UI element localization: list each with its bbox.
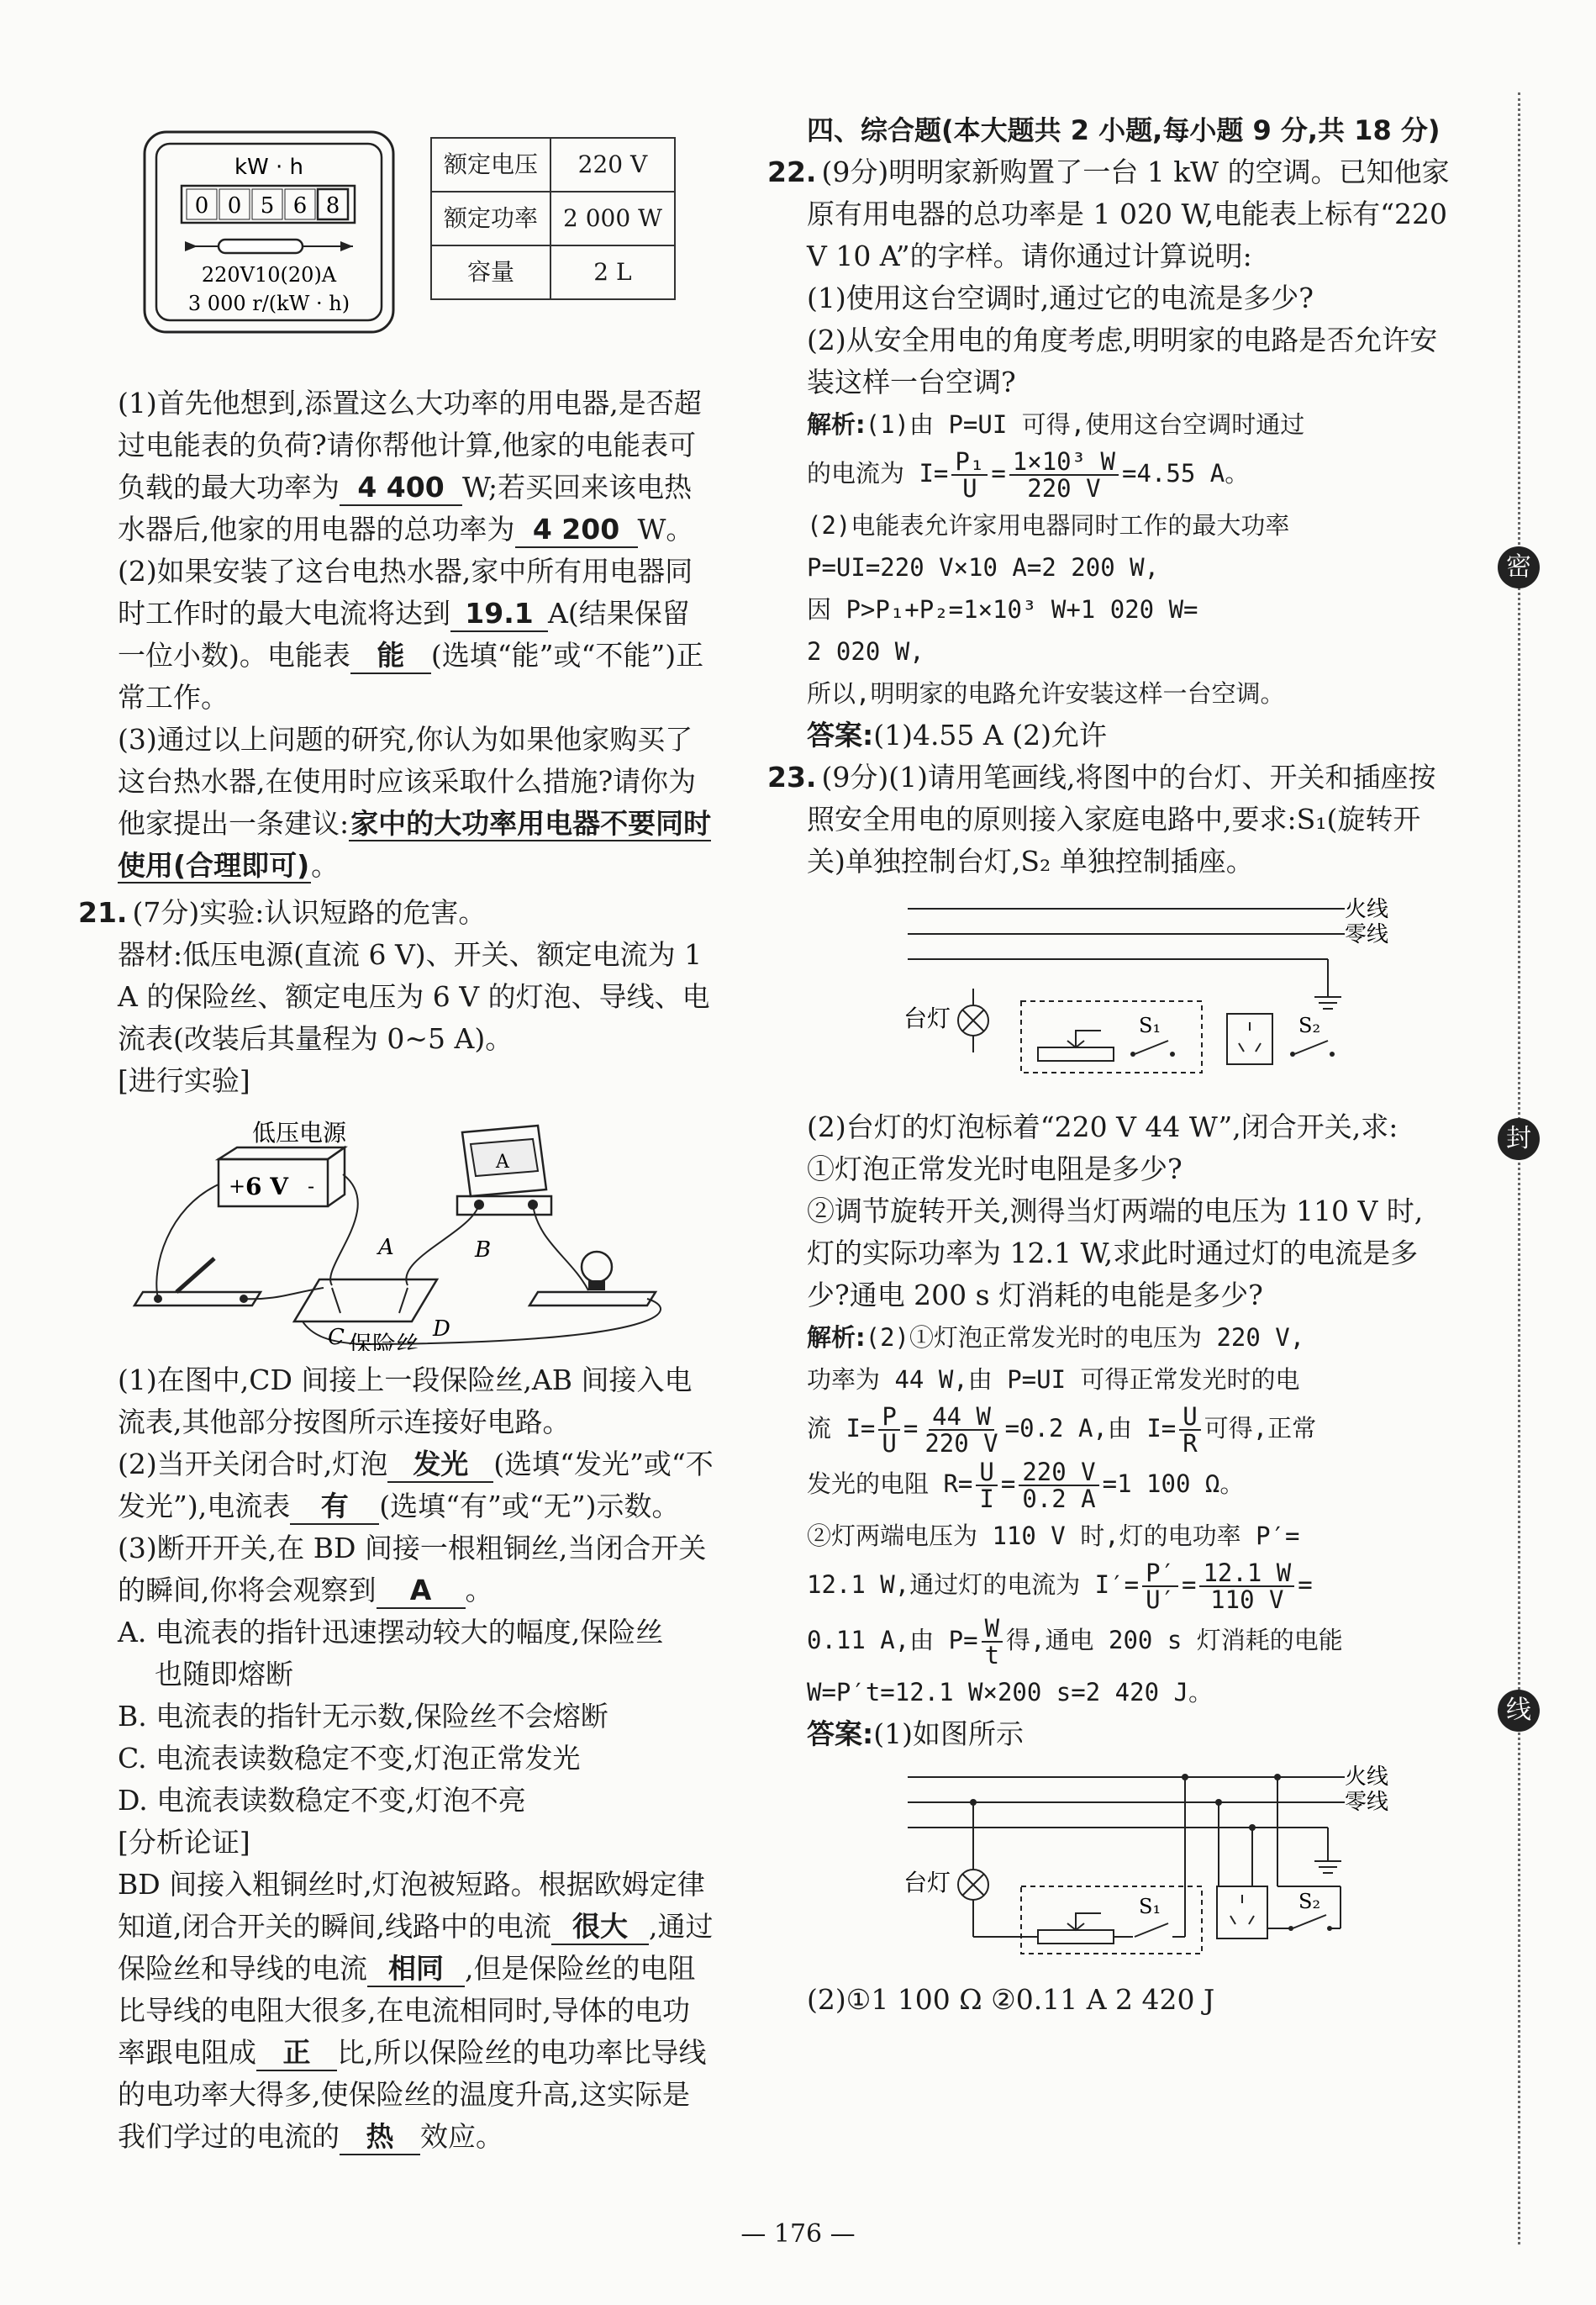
seal-xian: 线 (1498, 1690, 1540, 1732)
answer-blank: A (377, 1574, 466, 1609)
answer-blank: 相同 (367, 1952, 465, 1987)
ammeter-label: A (496, 1152, 509, 1173)
q20-p2-text-c: (选填“能”或“不能”)正常工作。 (118, 639, 704, 714)
q21-option-d: D. 电流表读数稳定不变,灯泡不亮 (118, 1784, 526, 1817)
meter-digit: 0 (227, 193, 242, 219)
q21-step3 (118, 1527, 716, 1611)
meter-digit: 8 (325, 193, 340, 219)
q23-stem-text: (9分)(1)请用笔画线,将图中的台灯、开关和插座按照安全用电的原则接入家庭电路中,要求:S₁(旋转开关)单独控制台灯,S₂ 单独控制插座。 (807, 761, 1436, 878)
spec-value: 2 000 W (550, 192, 675, 245)
fire-wire-label: 火线 (1345, 1764, 1389, 1790)
electricity-meter-figure (143, 130, 429, 357)
answer-label: 答案: (807, 719, 874, 752)
meter-rating: 220V10(20)A (201, 263, 337, 287)
fraction (921, 1404, 1001, 1456)
fraction (1009, 449, 1119, 501)
q22-solution-2e: 所以,明明家的电路允许安装这样一台空调。 (807, 679, 1285, 708)
desk-lamp-label: 台灯 (903, 1869, 951, 1896)
q21-s3-text: (3)断开开关,在 BD 间接一根粗铜丝,当闭合开关的瞬间,你将会观察到 (118, 1532, 707, 1606)
q23-solution-text-7b: 得,通电 200 s 灯消耗的电能 (1006, 1626, 1343, 1654)
q23-solution-4: 发光的电阻 R= $\frac{U}{I}$ = $\frac{220 V}{0.2 A}$ =1 100 Ω。 (807, 1458, 1245, 1513)
q23-answer-circuit-figure (807, 1760, 1450, 1970)
q23-solution-8: W=P′t=12.1 W×200 s=2 420 J。 (807, 1678, 1213, 1706)
q23-solution-2: 功率为 44 W,由 P=UI 可得正常发光时的电 (807, 1365, 1300, 1394)
numerator: 1×10³ W (1009, 449, 1119, 476)
solution-label: 解析: (807, 1323, 866, 1352)
denominator: 220 V (924, 1429, 998, 1458)
seal-mi: 密 (1498, 546, 1540, 588)
q20-p1-text-c: W。 (637, 513, 694, 546)
fuse-board-icon (294, 1279, 437, 1321)
answer-blank: 很大 (551, 1910, 649, 1945)
q20-p1-text: (1)首先他想到,添置这么大功率的用电器,是否超过电能表的负荷?请你帮他计算,他家的电能表可负载的最大功率为 (118, 387, 702, 504)
q22-solution-text-b: 的电流为 I (807, 459, 934, 488)
question-number: 22. (767, 156, 817, 188)
q22-answer (807, 715, 1450, 757)
spec-value: 220 V (550, 138, 675, 192)
q23-solution-text-6b: = (1298, 1570, 1313, 1599)
numerator: P (878, 1404, 899, 1431)
q23-solution-text-4a: 发光的电阻 R= (807, 1469, 973, 1498)
fraction (1179, 1404, 1200, 1456)
q23-question-circuit-svg (807, 888, 1450, 1098)
answer-blank: 发光 (387, 1448, 493, 1483)
q23-sub2-b: ②调节旋转开关,测得当灯两端的电压为 110 V 时,灯的实际功率为 12.1 W,求此时通过灯的电流是多少?通电 200 s 灯消耗的电能是多少? (807, 1195, 1424, 1311)
meter-digit: 5 (260, 193, 275, 219)
spec-label: 额定电压 (431, 138, 550, 192)
q21-intro-text: (7分)实验:认识短路的危害。 (132, 896, 487, 929)
q21-analysis-text: BD 间接入粗铜丝时,灯泡被短路。根据欧姆定律知道,闭合开关的瞬间,线路中的电流 (118, 1868, 705, 1943)
q22-answer-text: (1)4.55 A (2)允许 (873, 719, 1107, 752)
q23-solution-5: ②灯两端电压为 110 V 时,灯的电功率 P′= (807, 1522, 1300, 1550)
denominator: R (1183, 1429, 1198, 1458)
q20-p1-text-b: W;若买回来该电热水器后,他家的用电器的总功率为 (118, 471, 693, 546)
point-c-label: C (328, 1325, 345, 1350)
meter-constant: 3 000 r/(kW · h) (187, 292, 350, 315)
meter-digit: 0 (194, 193, 209, 219)
meter-and-spec-figure (118, 130, 716, 374)
lamp-icon (958, 989, 988, 1052)
numerator: U (976, 1459, 997, 1486)
q21-intro (78, 892, 716, 934)
zero-wire-label: 零线 (1345, 922, 1389, 947)
point-d-label: D (433, 1316, 450, 1342)
binding-dotted-line (1518, 92, 1520, 2244)
q23-stem (767, 757, 1450, 883)
denominator: 0.2 A (1022, 1485, 1096, 1513)
meter-disc-icon (185, 240, 353, 253)
denominator: U′ (1146, 1585, 1175, 1614)
table-row (431, 192, 675, 245)
ground-icon (1314, 1828, 1341, 1873)
q22-stem (767, 151, 1450, 277)
answer-blank: 4 200 (515, 513, 638, 548)
right-column (767, 109, 1450, 2021)
desk-lamp-label: 台灯 (903, 1005, 951, 1032)
supply-plus: + (229, 1174, 246, 1198)
q23-solution-text-3c: 可得,正常 (1204, 1414, 1317, 1443)
socket-icon (1227, 1014, 1272, 1064)
numerator: 44 W (929, 1404, 994, 1431)
numerator: P′ (1142, 1560, 1178, 1587)
meter-digits (182, 186, 355, 223)
denominator: I (979, 1485, 994, 1513)
socket-switch-icon (1290, 1041, 1335, 1057)
denominator: 220 V (1027, 474, 1101, 503)
numerator: 12.1 W (1199, 1560, 1294, 1587)
fraction (951, 449, 988, 501)
q20-p3-text: (3)通过以上问题的研究,你认为如果他家购买了这台热水器,在使用时应该采取什么措施?请你为他家提出一条建议: (118, 723, 697, 840)
meter-unit: kW · h (234, 155, 304, 180)
q22-solution-2b: P=UI=220 V×10 A=2 200 W, (807, 553, 1160, 582)
q21-step2 (118, 1443, 716, 1527)
q23-solution-text: (2)①灯泡正常发光时的电压为 220 V, (865, 1323, 1305, 1352)
zero-wire-label: 零线 (1345, 1790, 1389, 1815)
question-number: 21. (78, 896, 128, 929)
denominator: t (984, 1641, 1000, 1669)
seal-feng: 封 (1498, 1118, 1540, 1160)
q21-analysis-text-d: 比,所以保险丝的电功率比导线的电功率大得多,使保险丝的温度升高,这实际是我们学过的电流的 (118, 2036, 707, 2153)
q23-answer-circuit-svg (807, 1760, 1450, 1970)
q23-solution-text-6a: 12.1 W,通过灯的电流为 I′= (807, 1570, 1140, 1599)
q23-solution-text-3b: =0.2 A,由 I= (1004, 1414, 1177, 1443)
q23-solution-7 (807, 1616, 1450, 1668)
q22-solution-text: (1)由 P=UI 可得,使用这台空调时通过 (865, 410, 1305, 439)
q23-answer-2: (2)①1 100 Ω ②0.11 A 2 420 J (807, 1983, 1215, 2016)
answer-blank: 热 (340, 2120, 420, 2155)
numerator: P₁ (951, 449, 988, 476)
q21-analysis (118, 1864, 716, 2158)
q22-solution-2d: 2 020 W, (807, 637, 924, 666)
q22-solution-1b: 的电流为 I= $\frac{\text{P₁}}{U}$ = $\frac{\text{1×10³ W}}{220 V}$ =4.55 A。 (807, 447, 1250, 503)
q23-sub2-stem: (2)台灯的灯泡标着“220 V 44 W”,闭合开关,求: (807, 1110, 1398, 1143)
q21-analysis-heading: [分析论证] (118, 1826, 250, 1859)
power-source-label: 低压电源 (252, 1119, 347, 1147)
point-b-label: B (475, 1237, 492, 1263)
q21-equipment: 器材:低压电源(直流 6 V)、开关、额定电流为 1 A 的保险丝、额定电压为 6 V 的灯泡、导线、电流表(改装后其量程为 0~5 A)。 (118, 938, 710, 1055)
q21-analysis-text-b: ,通过保险丝和导线的电流 (118, 1910, 714, 1985)
fraction (1142, 1560, 1178, 1612)
q23-solution-text-7a: 0.11 A,由 P= (807, 1626, 978, 1654)
q23-solution-1 (807, 1316, 1450, 1358)
q21-s2-text-b: (选填“发光”或“不发光”),电流表 (118, 1448, 714, 1522)
q21-option-b: B. 电流表的指针无示数,保险丝不会熔断 (118, 1700, 608, 1733)
fire-wire-label: 火线 (1345, 897, 1389, 922)
lamp-icon (958, 1802, 1038, 1937)
fuse-label: 保险丝 (349, 1331, 420, 1351)
q20-part1 (118, 382, 716, 551)
q22-sub2: (2)从安全用电的角度考虑,明明家的电路是否允许安装这样一台空调? (807, 324, 1438, 398)
switch-s1-label: S₁ (1139, 1895, 1161, 1918)
answer-blank: 家中的大功率用电器不要同时使用(合理即可) (118, 807, 712, 882)
q21-analysis-text-c: ,但是保险丝的电阻比导线的电阻大很多,在电流相同时,导体的电功率跟电阻成 (118, 1952, 696, 2069)
q21-s3-text-c: 。 (465, 1574, 493, 1606)
meter-digit: 6 (292, 193, 308, 219)
heater-spec-table (430, 137, 676, 300)
section-four-heading: 四、综合题(本大题共 2 小题,每小题 9 分,共 18 分) (807, 114, 1441, 146)
answer-blank: 4 400 (340, 471, 462, 506)
q22-stem-text: (9分)明明家新购置了一台 1 kW 的空调。已知他家原有用电器的总功率是 1 020 W,电能表上标有“220 V 10 A”的字样。请你通过计算说明: (807, 156, 1450, 272)
q23-solution-6: 12.1 W,通过灯的电流为 I′= $\frac{P'}{U'}$ = $\frac{12.1 W}{110 V}$ = (807, 1559, 1313, 1614)
q21-s2-text: (2)当开关闭合时,灯泡 (118, 1448, 388, 1480)
q23-solution-text-4b: =1 100 Ω。 (1102, 1469, 1245, 1498)
spec-label: 容量 (431, 245, 550, 299)
experiment-circuit-svg (118, 1107, 716, 1351)
q23-question-circuit-figure (807, 888, 1450, 1098)
q23-solution-3: 流 I= $\frac{P}{U}$ = $\frac{44 W}{220 V}$ =0.2 A,由 I= $\frac{U}{R}$ 可得,正常 (807, 1402, 1317, 1458)
q20-part2 (118, 551, 716, 719)
denominator: U (962, 474, 977, 503)
spec-label: 额定功率 (431, 192, 550, 245)
switch-s1-label: S₁ (1139, 1014, 1161, 1037)
q23-answer-1 (807, 1713, 1450, 1755)
fraction (1019, 1459, 1098, 1511)
q21-option-a-cont: 也随即熔断 (155, 1658, 293, 1691)
table-row (431, 138, 675, 192)
solution-label: 解析: (807, 410, 866, 439)
q20-p3-text-c: 。 (311, 849, 340, 882)
q21-option-c: C. 电流表读数稳定不变,灯泡正常发光 (118, 1742, 581, 1775)
q23-answer-text: (1)如图所示 (873, 1717, 1024, 1750)
answer-blank: 19.1 (450, 597, 548, 632)
q22-solution-1 (807, 404, 1450, 446)
bulb-icon (529, 1252, 656, 1305)
point-a-label: A (378, 1235, 394, 1260)
left-column (78, 109, 716, 2158)
denominator: 110 V (1210, 1585, 1284, 1614)
spec-value: 2 L (550, 245, 675, 299)
q22-sub1: (1)使用这台空调时,通过它的电流是多少? (807, 282, 1314, 314)
ground-icon (1314, 959, 1341, 1009)
switch-s2-label: S₂ (1298, 1014, 1321, 1037)
q21-step1: (1)在图中,CD 间接上一段保险丝,AB 间接入电流表,其他部分按图所示连接好电路。 (118, 1363, 693, 1438)
numerator: 220 V (1019, 1459, 1098, 1486)
q23-sub2-a: ①灯泡正常发光时电阻是多少? (807, 1152, 1183, 1185)
denominator: U (882, 1429, 897, 1458)
answer-label: 答案: (807, 1717, 874, 1750)
q22-solution-2: (2)电能表允许家用电器同时工作的最大功率 (807, 511, 1290, 540)
short-circuit-experiment-figure (118, 1107, 716, 1351)
q21-option-a: A. 电流表的指针迅速摆动较大的幅度,保险丝 (118, 1616, 664, 1648)
q21-analysis-text-e: 效应。 (420, 2120, 503, 2153)
page-number: — 176 — (740, 2219, 856, 2249)
q23-solution-text-3a: 流 I= (807, 1414, 876, 1443)
socket-icon (1217, 1802, 1289, 1938)
q21-s2-text-c: (选填“有”或“无”)示数。 (379, 1490, 680, 1522)
answer-blank: 正 (256, 2036, 337, 2071)
heater-spec-table-wrap (430, 137, 676, 300)
q20-p2-text: (2)如果安装了这台电热水器,家中所有用电器同时工作时的最大电流将达到 (118, 555, 693, 630)
q22-solution-result: =4.55 A。 (1122, 459, 1250, 488)
fraction (982, 1616, 1003, 1668)
q20-p2-text-b: A(结果保留一位小数)。电能表 (118, 597, 690, 672)
fraction (976, 1459, 997, 1511)
answer-blank: 有 (290, 1490, 379, 1525)
rotary-switch-box (1021, 1001, 1202, 1073)
q22-solution-2c: 因 P>P₁+P₂=1×10³ W+1 020 W= (807, 595, 1198, 624)
q20-part3 (118, 719, 716, 887)
numerator: W (982, 1616, 1003, 1643)
answer-blank: 能 (350, 639, 431, 674)
table-row (431, 245, 675, 299)
numerator: U (1179, 1404, 1200, 1431)
switch-s2-label: S₂ (1298, 1890, 1321, 1913)
supply-minus: - (308, 1174, 315, 1198)
supply-voltage: 6 V (245, 1173, 288, 1200)
q21-experiment-heading: [进行实验] (118, 1064, 250, 1097)
switch-icon (134, 1258, 261, 1305)
question-number: 23. (767, 761, 817, 794)
fraction (878, 1404, 899, 1456)
fraction (1199, 1560, 1294, 1612)
